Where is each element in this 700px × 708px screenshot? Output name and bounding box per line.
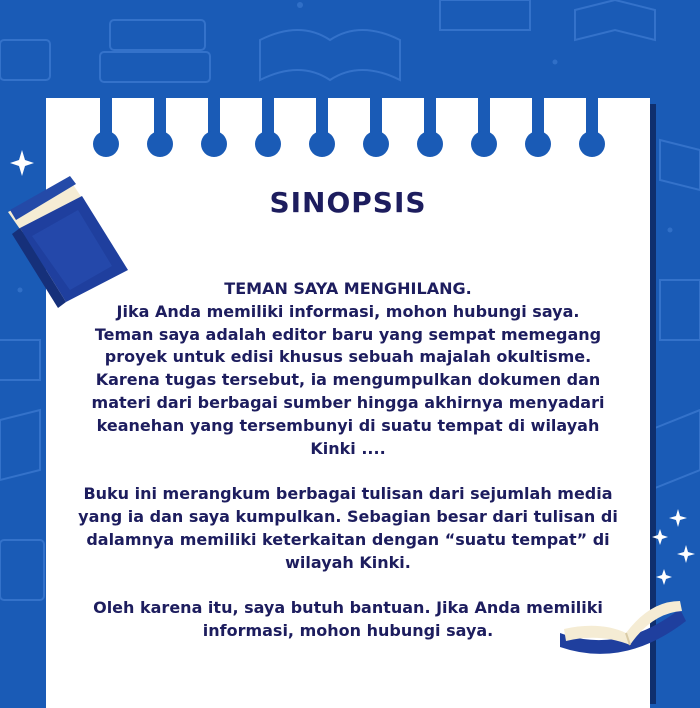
text-line: Teman saya adalah editor baru yang sempat memegang (94, 324, 602, 344)
text-line: wilayah Kinki. (285, 552, 411, 572)
text-line: Jika Anda memiliki informasi, mohon hubungi saya. (116, 301, 580, 321)
text-line: Karena tugas tersebut, ia mengumpulkan dokumen dan (95, 370, 601, 390)
text-line: dalamnya memiliki keterkaitan dengan “suatu tempat” di (86, 529, 610, 549)
text-line: keanehan yang tersembunyi di suatu tempat di wilayah (96, 415, 600, 435)
book-icon (0, 150, 140, 310)
text-line: Kinki .... (310, 438, 386, 458)
text-line: materi dari berbagai sumber hingga akhirnya menyadari (91, 392, 605, 412)
text-line: Oleh karena itu, saya butuh bantuan. Jika Anda memiliki (93, 598, 603, 618)
open-book-icon (560, 505, 700, 665)
text-line: Buku ini merangkum berbagai tulisan dari sejumlah media (83, 484, 613, 504)
paragraph-gap (76, 574, 620, 597)
sparkle-icon (652, 509, 695, 585)
page-title: SINOPSIS (269, 186, 427, 219)
sparkle-icon (10, 150, 34, 176)
text-line: informasi, mohon hubungi saya. (202, 620, 494, 640)
text-line: TEMAN SAYA MENGHILANG. (224, 279, 472, 298)
synopsis-text (76, 278, 620, 643)
text-line: yang ia dan saya kumpulkan. Sebagian besar dari tulisan di (78, 506, 618, 526)
paragraph-gap (76, 460, 620, 483)
text-line: proyek untuk edisi khusus sebuah majalah okultisme. (104, 347, 592, 367)
